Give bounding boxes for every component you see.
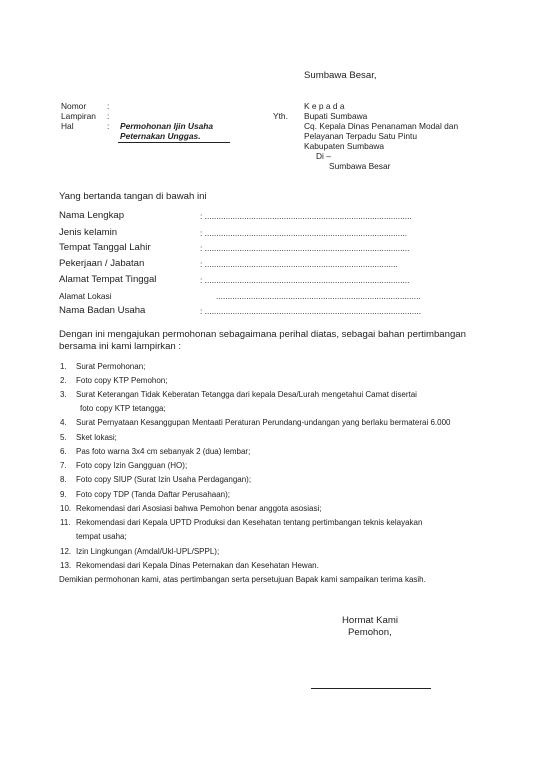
addressee-line-5: Kabupaten Sumbawa — [304, 141, 385, 151]
list-item: Surat Pernyataan Kesanggupan Mentaati Peraturan Perundang-undangan yang berlaku bermaterai 6.000 — [76, 418, 451, 427]
field-dots-nama-badan-usaha: : ............................................................................................. — [200, 306, 422, 316]
list-item: Foto copy KTP Pemohon; — [76, 376, 168, 385]
nomor-label: Nomor — [61, 101, 87, 111]
hal-colon: : — [107, 121, 110, 131]
nomor-colon: : — [107, 101, 110, 111]
place-date: Sumbawa Besar, — [304, 70, 377, 81]
addressee-line-1: K e p a d a — [304, 101, 345, 111]
list-item: Foto copy TDP (Tanda Daftar Perusahaan); — [76, 490, 231, 499]
lampiran-label: Lampiran — [61, 111, 96, 121]
list-num: 1. — [60, 362, 67, 371]
list-item: Rekomendasi dari Kepala Dinas Peternakan dan Kesehatan Hewan. — [76, 561, 319, 570]
list-item: Foto copy SIUP (Surat Izin Usaha Perdagangan); — [76, 475, 252, 484]
addressee-line-2: Bupati Sumbawa — [304, 111, 368, 121]
list-num: 13. — [60, 561, 72, 570]
list-num: 2. — [60, 376, 67, 385]
signature-role: Pemohon, — [348, 627, 392, 638]
hal-underline — [118, 142, 230, 143]
list-num: 3. — [60, 390, 67, 399]
intro-text: Yang bertanda tangan di bawah ini — [59, 191, 207, 202]
list-item: Sket lokasi; — [76, 433, 117, 442]
signature-line — [311, 688, 431, 689]
paragraph-line-2: bersama ini kami lampirkan : — [59, 341, 182, 352]
hal-subject-line1: Permohonan Ijin Usaha — [120, 121, 214, 131]
list-num: 9. — [60, 490, 67, 499]
list-num: 5. — [60, 433, 67, 442]
field-label-alamat-tinggal: Alamat Tempat Tinggal — [59, 274, 157, 285]
field-dots-tempat-tanggal-lahir: : ........................................................................................ — [200, 243, 410, 253]
field-label-jenis-kelamin: Jenis kelamin — [59, 227, 118, 238]
list-item: Pas foto warna 3x4 cm sebanyak 2 (dua) lembar; — [76, 447, 251, 456]
list-item: Surat Keterangan Tidak Keberatan Tetangga dari kepala Desa/Lurah mengetahui Camat disertai — [76, 390, 417, 399]
addressee-line-7: Sumbawa Besar — [329, 161, 391, 171]
hal-subject-line2: Peternakan Unggas. — [120, 131, 201, 141]
list-num: 4. — [60, 418, 67, 427]
field-label-tempat-tanggal-lahir: Tempat Tanggal Lahir — [59, 242, 151, 253]
closing-text: Demikian permohonan kami, atas pertimbangan serta persetujuan Bapak kami sampaikan terima kasih. — [59, 575, 426, 584]
paragraph-line-1: Dengan ini mengajukan permohonan sebagaimana perihal diatas, sebagai bahan pertimbangan — [59, 329, 466, 340]
list-num: 12. — [60, 547, 72, 556]
hal-label: Hal — [61, 121, 74, 131]
list-item: Foto copy Izin Gangguan (HO); — [76, 461, 188, 470]
list-num: 7. — [60, 461, 67, 470]
list-num: 8. — [60, 475, 67, 484]
field-dots-alamat-tinggal: : ........................................................................................ — [200, 275, 410, 285]
addressee-line-4: Pelayanan Terpadu Satu Pintu — [304, 131, 417, 141]
field-label-pekerjaan: Pekerjaan / Jabatan — [59, 258, 145, 269]
list-item: Rekomendasi dari Asosiasi bahwa Pemohon benar anggota asosiasi; — [76, 504, 322, 513]
field-dots-jenis-kelamin: : ....................................................................................... — [200, 228, 408, 238]
signature-greeting: Hormat Kami — [342, 615, 398, 626]
addressee-line-6: Di – — [316, 151, 331, 161]
list-num: 11. — [60, 518, 71, 527]
list-num: 6. — [60, 447, 67, 456]
field-dots-alamat-lokasi: ........................................................................................ — [216, 291, 421, 301]
list-item: Surat Permohonan; — [76, 362, 146, 371]
list-item: Izin Lingkungan (Amdal/Ukl-UPL/SPPL); — [76, 547, 220, 556]
field-dots-pekerjaan: : ................................................................................... — [200, 259, 398, 269]
list-item-continuation: foto copy KTP tetangga; — [80, 404, 166, 413]
field-dots-nama-lengkap: : ......................................................................................... — [200, 211, 412, 221]
list-num: 10. — [60, 504, 72, 513]
field-label-nama-lengkap: Nama Lengkap — [59, 210, 125, 221]
list-item: Rekomendasi dari Kepala UPTD Produksi dan Kesehatan tentang pertimbangan teknis kelayakan — [76, 518, 423, 527]
field-label-nama-badan-usaha: Nama Badan Usaha — [59, 305, 146, 316]
lampiran-colon: : — [107, 111, 110, 121]
field-label-alamat-lokasi: Alamat Lokasi — [59, 291, 112, 301]
addressee-line-3: Cq. Kepala Dinas Penanaman Modal dan — [304, 121, 459, 131]
list-item-continuation: tempat usaha; — [76, 532, 127, 541]
yth-label: Yth. — [273, 111, 288, 121]
